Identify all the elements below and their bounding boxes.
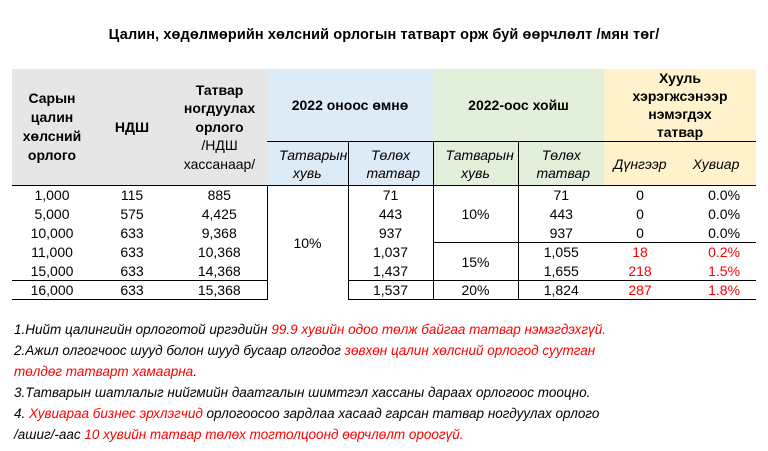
cell-increase-amount: 0 <box>636 224 644 241</box>
cell-ndsh: 115 <box>92 186 172 205</box>
table-row <box>12 262 756 281</box>
cell-increase-percent: 0.2% <box>676 243 756 262</box>
cell-tax-after: 1,824 <box>518 281 604 300</box>
cell-increase-amount: 218 <box>628 262 652 279</box>
header-after-2022: 2022-оос хойш <box>433 69 604 142</box>
cell-salary: 10,000 <box>30 225 74 241</box>
cell-salary: 11,000 <box>31 244 73 260</box>
footnotes <box>14 319 762 445</box>
cell-increase-percent: 1.5% <box>708 262 741 279</box>
subheader-rate-after: Татварын хувь <box>433 142 518 186</box>
cell-rate-before: 10% <box>267 186 348 300</box>
page-title: Цалин, хөдөлмөрийн хөлсний орлогын татварт орж буй өөрчлөлт /мян төг/ <box>108 27 660 43</box>
header-ndsh: НДШ <box>92 69 172 186</box>
cell-ndsh: 575 <box>120 206 144 222</box>
cell-rate-after-15: 15% <box>433 243 518 281</box>
note-2-cont: төлдөг татварт хамаарна. <box>14 364 197 379</box>
header-salary: Сарын цалин хөлсний орлого <box>12 69 92 186</box>
cell-increase-percent: 1.8% <box>676 281 756 300</box>
cell-salary: 5,000 <box>34 206 70 222</box>
table-row <box>12 243 756 262</box>
header-tax-increase: Хууль хэрэгжсэнээр нэмэгдэх татвар <box>604 69 756 142</box>
note-1: 1.Нийт цалингийн орлоготой иргэдийн 99.9 хувийн одоо төлж байгаа татвар нэмэгдэхгүй. <box>14 322 607 337</box>
cell-tax-after: 1,655 <box>518 262 604 281</box>
note-4-cont: /ашиг/-аас 10 хувийн татвар төлөх тогтолцоонд өөрчлөлт ороогүй. <box>14 427 464 442</box>
cell-increase-amount: 0 <box>604 186 676 205</box>
cell-increase-amount: 18 <box>604 243 676 262</box>
subheader-rate-before: Татварын хувь <box>267 142 348 186</box>
cell-tax-after: 1,055 <box>518 243 604 262</box>
cell-tax-after: 937 <box>518 224 604 243</box>
cell-increase-percent: 0.0% <box>676 186 756 205</box>
cell-taxable: 9,368 <box>201 225 237 241</box>
cell-increase-amount: 287 <box>604 281 676 300</box>
cell-tax-before: 937 <box>348 224 433 243</box>
cell-tax-before: 71 <box>348 186 433 205</box>
cell-ndsh: 633 <box>120 262 144 279</box>
note-2: 2.Ажил олгогчоос шууд болон шууд бусаар олгодог зөвхөн цалин хөлсний орлогод суутган <box>14 343 596 358</box>
cell-tax-before: 1,537 <box>348 281 433 300</box>
note-4: 4. Хувиараа бизнес эрхлэгчид орлогоосоо зардлаа хасаад гарсан татвар ногдуулах орлого <box>14 406 600 421</box>
table-row <box>12 205 756 224</box>
cell-tax-before: 1,037 <box>348 243 433 262</box>
note-3: 3.Татварын шатлалыг нийгмийн даатгалын шимтгэл хассаны дараах орлогоос тооцно. <box>14 385 591 400</box>
cell-taxable: 14,368 <box>197 262 241 279</box>
cell-salary: 1,000 <box>12 186 92 205</box>
subheader-tax-after: Төлөх татвар <box>518 142 604 186</box>
subheader-increase-amount: Дүнгээр <box>604 142 676 186</box>
cell-salary: 16,000 <box>12 281 92 300</box>
cell-taxable: 10,368 <box>197 244 241 260</box>
table-row <box>12 186 756 205</box>
cell-increase-amount: 0 <box>636 206 644 222</box>
cell-tax-after: 71 <box>518 186 604 205</box>
cell-salary: 15,000 <box>30 262 74 279</box>
cell-rate-after-10: 10% <box>433 186 518 243</box>
cell-taxable: 15,368 <box>172 281 267 300</box>
header-before-2022: 2022 оноос өмнө <box>267 69 433 142</box>
cell-tax-before: 443 <box>348 205 433 224</box>
cell-rate-after-20: 20% <box>433 281 518 300</box>
tax-change-table <box>12 69 756 300</box>
cell-tax-after: 443 <box>518 205 604 224</box>
cell-ndsh: 633 <box>120 225 144 241</box>
cell-ndsh: 633 <box>92 281 172 300</box>
cell-tax-before: 1,437 <box>348 262 433 281</box>
cell-taxable: 885 <box>172 186 267 205</box>
cell-increase-percent: 0.0% <box>708 206 741 222</box>
cell-taxable: 4,425 <box>201 206 237 222</box>
subheader-tax-before: Төлөх татвар <box>348 142 433 186</box>
subheader-increase-percent: Хувиар <box>676 142 756 186</box>
table-row <box>12 224 756 243</box>
cell-ndsh: 633 <box>120 244 144 260</box>
cell-increase-percent: 0.0% <box>708 224 741 241</box>
header-taxable-income: Татвар ногдуулах орлого /НДШ хассанаар/ <box>172 69 267 186</box>
table-row <box>12 281 756 300</box>
